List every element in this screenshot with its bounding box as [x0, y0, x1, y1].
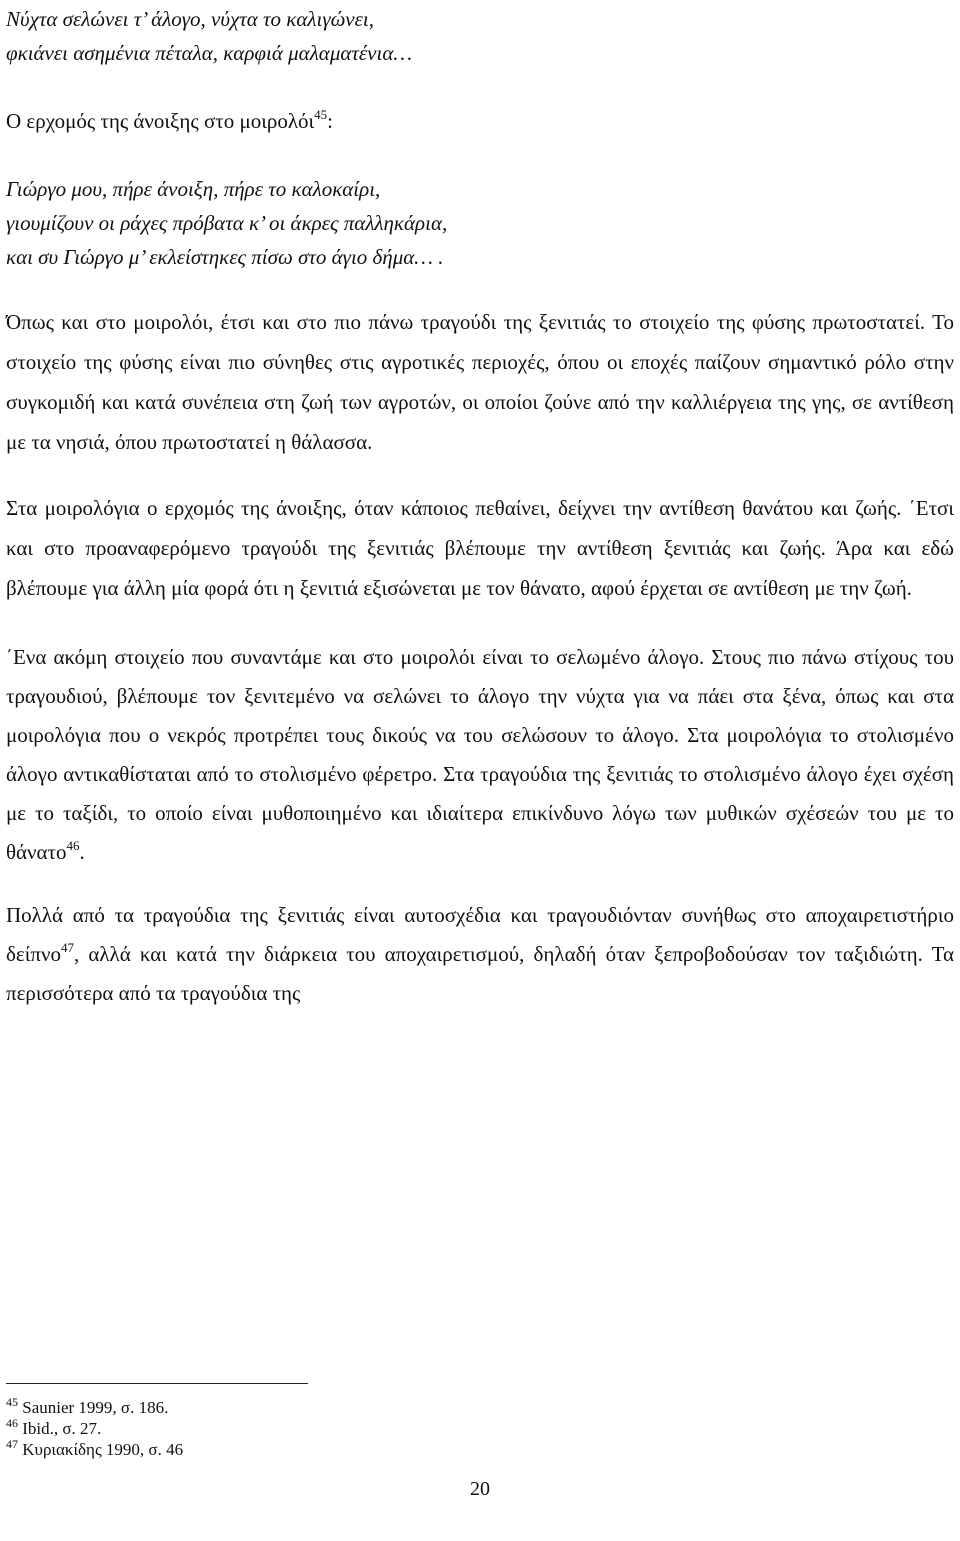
intro-line-suffix: :	[327, 109, 334, 133]
paragraph-farewell-songs	[6, 896, 954, 1013]
verse-line: Γιώργο μου, πήρε άνοιξη, πήρε το καλοκαίρι,	[6, 177, 381, 201]
verse-line: και συ Γιώργο μ’ εκλείστηκες πίσω στο άγιο δήμα… .	[6, 245, 444, 269]
verse-block-1	[6, 2, 954, 70]
document-page	[6, 0, 954, 1013]
paragraph-farewell-text-before: Πολλά από τα τραγούδια της ξενιτιάς είναι αυτοσχέδια και τραγουδιόνταν συνήθως στο αποχαιρετιστήριο δείπνο	[6, 903, 954, 966]
verse-block-2	[6, 172, 954, 274]
paragraph-nature: Όπως και στο μοιρολόι, έτσι και στο πιο πάνω τραγούδι της ξενιτιάς το στοιχείο της φύσης πρωτοστατεί. Το στοιχείο της φύσης είναι πιο σύνηθες στις αγροτικές περιοχές, όπου οι εποχές παίζουν σημαντικό ρόλο στην συγκομιδή και κατά συνέπεια στη ζωή των αγροτών, οι οποίοι ζούνε από την καλλιέργεια της γης, σε αντίθεση με τα νησιά, όπου πρωτοστατεί η θάλασσα.	[6, 310, 954, 454]
intro-line	[6, 104, 954, 138]
footnote-number: 46	[6, 1416, 18, 1430]
verse-line: γιουμίζουν οι ράχες πρόβατα κ’ οι άκρες παλληκάρια,	[6, 211, 448, 235]
footnote-ref-45: 45	[314, 107, 328, 122]
footnote-item	[6, 1397, 606, 1418]
footnote-ref-47: 47	[60, 940, 74, 955]
footnote-ref-46: 46	[66, 838, 80, 853]
footnote-item	[6, 1418, 606, 1439]
paragraph-saddled-horse	[6, 638, 954, 872]
page-number: 20	[470, 1478, 490, 1500]
verse-line: φκιάνει ασημένια πέταλα, καρφιά μαλαματένια…	[6, 41, 413, 65]
verse-line: Νύχτα σελώνει τ’ άλογο, νύχτα το καλιγώνει,	[6, 7, 374, 31]
paragraph-saddled-horse-suffix: .	[79, 840, 85, 864]
intro-line-text: Ο ερχομός της άνοιξης στο μοιρολόι	[6, 109, 315, 133]
paragraph-spring-contrast: Στα μοιρολόγια ο ερχομός της άνοιξης, όταν κάποιος πεθαίνει, δείχνει την αντίθεση θανάτου και ζωής. ΄Ετσι και στο προαναφερόμενο τραγούδι της ξενιτιάς βλέπουμε την αντίθεση ξενιτιάς και ζωής. Άρα και εδώ βλέπουμε για άλλη μία φορά ότι η ξενιτιά εξισώνεται με τον θάνατο, αφού έρχεται σε αντίθεση με την ζωή.	[6, 496, 954, 600]
footnote-text: Saunier 1999, σ. 186.	[22, 1398, 169, 1417]
footnotes	[6, 1397, 606, 1460]
footnote-separator	[6, 1383, 308, 1384]
footnote-text: Κυριακίδης 1990, σ. 46	[22, 1440, 184, 1459]
paragraph-saddled-horse-text: ΄Ενα ακόμη στοιχείο που συναντάμε και στο μοιρολόι είναι το σελωμένο άλογο. Στους πιο πάνω στίχους του τραγουδιού, βλέπουμε τον ξενιτεμένο να σελώνει το άλογο την νύχτα για να πάει στα ξένα, όπως και στα μοιρολόγια που ο νεκρός προτρέπει τους δικούς να του σελώσουν το άλογο. Στα μοιρολόγια το στολισμένο άλογο αντικαθίσταται από το στολισμένο φέρετρο. Στα τραγούδια της ξενιτιάς το στολισμένο άλογο έχει σχέση με το ταξίδι, το οποίο είναι μυθοποιημένο και ιδιαίτερα επικίνδυνο λόγω των μυθικών σχέσεών του με το θάνατο	[6, 645, 954, 864]
paragraph-farewell-text-after: , αλλά και κατά την διάρκεια του αποχαιρετισμού, δηλαδή όταν ξεπροβοδούσαν τον ταξιδιώτη. Τα περισσότερα από τα τραγούδια της	[6, 942, 954, 1005]
footnote-text: Ibid., σ. 27.	[22, 1419, 102, 1438]
footnote-item	[6, 1439, 606, 1460]
footnote-number: 45	[6, 1395, 18, 1409]
footnote-number: 47	[6, 1437, 18, 1451]
